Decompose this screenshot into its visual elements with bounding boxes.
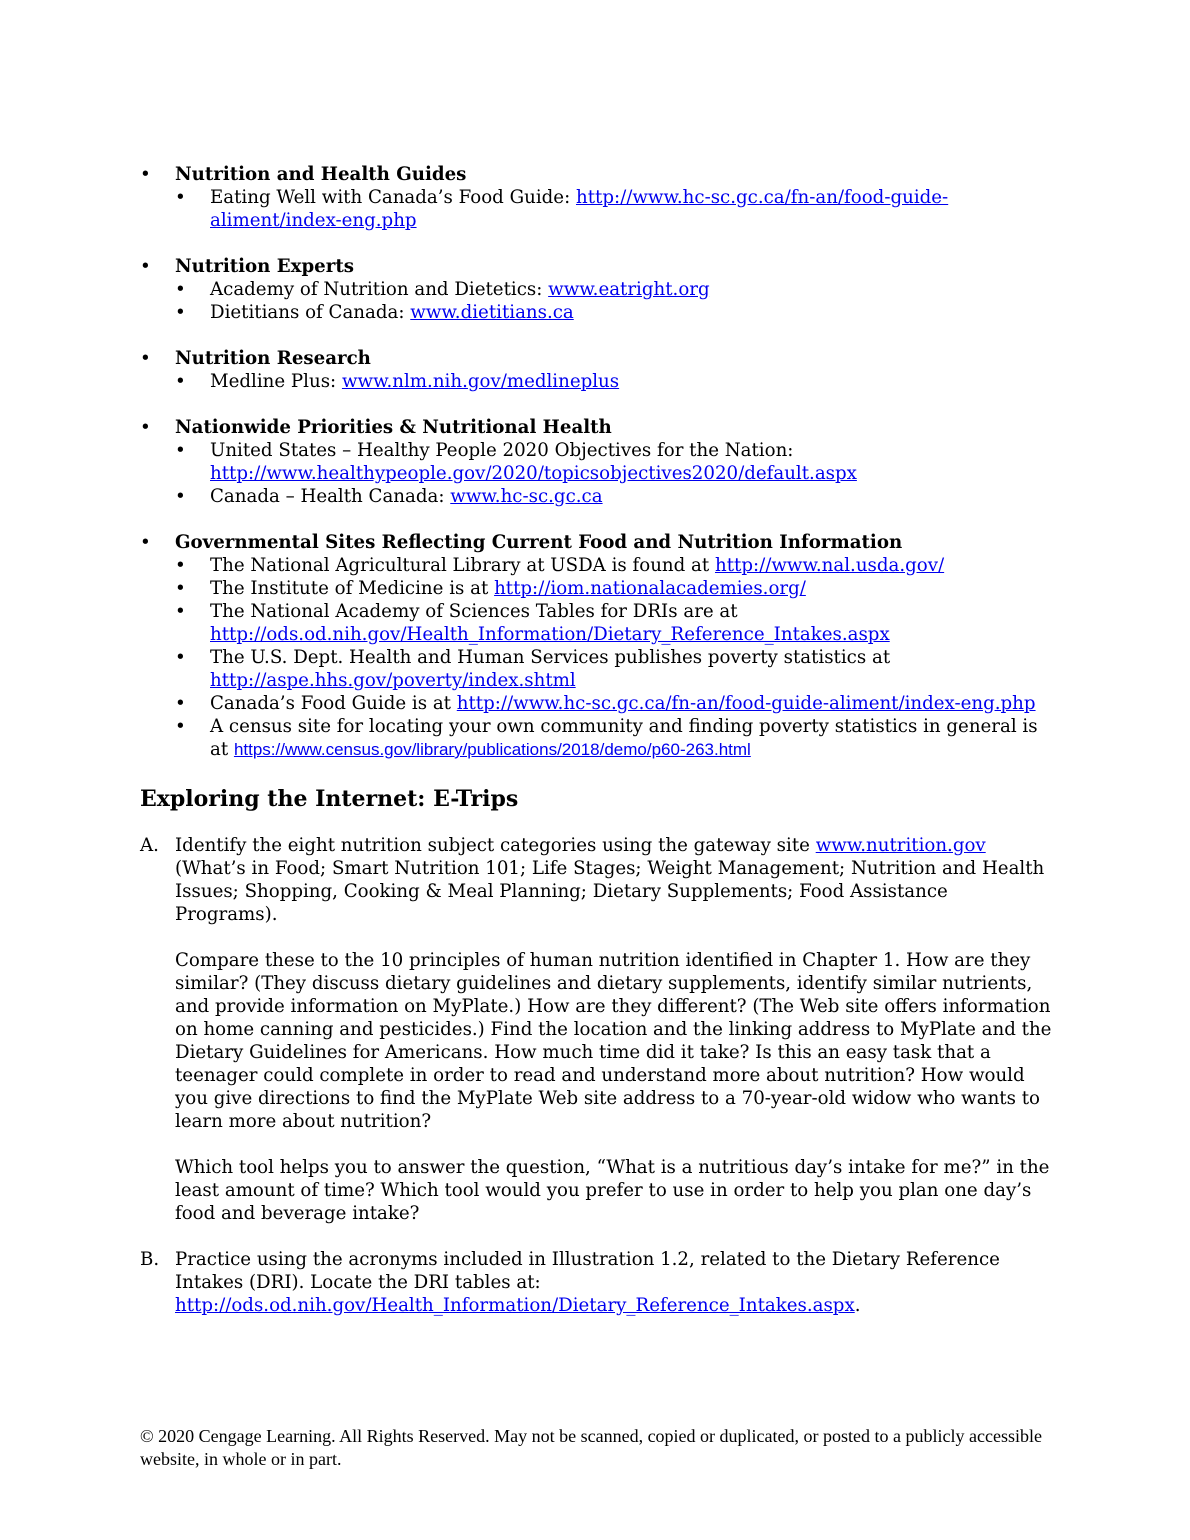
link[interactable]: http://aspe.hhs.gov/poverty/index.shtml: [210, 670, 576, 691]
link[interactable]: http://iom.nationalacademies.org/: [494, 578, 806, 599]
list-item: • The National Agricultural Library at USDA is found at http://www.nal.usda.gov/: [175, 555, 945, 576]
section-title: Nutrition and Health Guides: [175, 164, 467, 185]
bullet-icon: •: [175, 302, 186, 323]
list-item: • Canada’s Food Guide is at http://www.hc-sc.gc.ca/fn-an/food-guide-aliment/index-eng.php: [175, 693, 1036, 714]
link[interactable]: http://www.hc-sc.gc.ca/fn-an/food-guide-aliment/index-eng.php: [456, 693, 1036, 714]
bullet-icon: •: [140, 532, 151, 553]
section-nationwide-priorities: [140, 416, 1055, 508]
copyright-footer: © 2020 Cengage Learning. All Rights Reserved. May not be scanned, copied or duplicated, or posted to a publicly accessible website, in whole or in part.: [140, 1426, 1042, 1469]
bullet-icon: •: [175, 647, 186, 668]
section-title: Nutrition Research: [175, 348, 371, 369]
paragraph: Compare these to the 10 principles of human nutrition identified in Chapter 1. How are they similar? (They discuss dietary guidelines and dietary supplements, identify similar nutrients, and provide information on MyPlate.) How are they different? (The Web site offers information on home canning and pesticides.) Find the location and the linking address to MyPlate and the Dietary Guidelines for Americans. How much time did it take? Is this an easy task that a teenager could complete in order to read and understand more about nutrition? How would you give directions to find the MyPlate Web site address to a 70-year-old widow who wants to learn more about nutrition?: [175, 950, 1052, 1132]
list-item: • United States – Healthy People 2020 Objectives for the Nation: http://www.healthypeople.gov/2020/topicsobjectives2020/default.aspx: [175, 440, 857, 484]
bullet-icon: •: [140, 348, 151, 369]
link[interactable]: www.eatright.org: [548, 279, 710, 300]
list-item: • Academy of Nutrition and Dietetics: www.eatright.org: [175, 279, 710, 300]
list-item: • A census site for locating your own community and finding poverty statistics in general is at https://www.census.gov/library/publications/2018/demo/p60-263.html: [175, 716, 1038, 760]
paragraph: Practice using the acronyms included in Illustration 1.2, related to the Dietary Reference Intakes (DRI). Locate the DRI tables at: http://ods.od.nih.gov/Health_Information/Dietary_Reference_Intakes.aspx.: [175, 1249, 1000, 1316]
question-b: [140, 1248, 1055, 1317]
bullet-icon: •: [175, 371, 186, 392]
question-letter: A.: [140, 835, 159, 856]
link[interactable]: www.nlm.nih.gov/medlineplus: [341, 371, 620, 392]
section-title: Nationwide Priorities & Nutritional Health: [175, 417, 612, 438]
bullet-icon: •: [140, 164, 151, 185]
bullet-icon: •: [175, 486, 186, 507]
question-a: [140, 834, 1055, 1225]
list-item: • The Institute of Medicine is at http://iom.nationalacademies.org/: [175, 578, 806, 599]
section-nutrition-health-guides: [140, 163, 1055, 232]
list-item: • Eating Well with Canada’s Food Guide: http://www.hc-sc.gc.ca/fn-an/food-guide-aliment/index-eng.php: [175, 187, 949, 231]
bullet-icon: •: [175, 187, 186, 208]
section-nutrition-experts: [140, 255, 1055, 324]
bullet-icon: •: [175, 693, 186, 714]
section-governmental-sites: [140, 531, 1055, 761]
bullet-icon: •: [175, 440, 186, 461]
link[interactable]: www.dietitians.ca: [410, 302, 574, 323]
link[interactable]: http://www.hc-sc.gc.ca/fn-an/food-guide-aliment/index-eng.php: [210, 187, 949, 231]
paragraph: Which tool helps you to answer the question, “What is a nutritious day’s intake for me?” in the least amount of time? Which tool would you prefer to use in order to help you plan one day’s food and beverage intake?: [175, 1157, 1050, 1224]
link[interactable]: http://ods.od.nih.gov/Health_Information/Dietary_Reference_Intakes.aspx: [210, 624, 890, 645]
bullet-icon: •: [175, 601, 186, 622]
section-nutrition-research: [140, 347, 1055, 393]
link[interactable]: www.hc-sc.gc.ca: [450, 486, 603, 507]
list-item: • The U.S. Dept. Health and Human Services publishes poverty statistics at http://aspe.hhs.gov/poverty/index.shtml: [175, 647, 891, 691]
bullet-icon: •: [140, 417, 151, 438]
list-item: • Medline Plus: www.nlm.nih.gov/medlineplus: [175, 371, 620, 392]
list-item: • Canada – Health Canada: www.hc-sc.gc.ca: [175, 486, 603, 507]
bullet-icon: •: [175, 716, 186, 737]
link[interactable]: http://www.healthypeople.gov/2020/topicsobjectives2020/default.aspx: [210, 463, 857, 484]
link[interactable]: https://www.census.gov/library/publications/2018/demo/p60-263.html: [233, 740, 751, 759]
bullet-icon: •: [140, 256, 151, 277]
section-title: Governmental Sites Reflecting Current Food and Nutrition Information: [175, 532, 903, 553]
list-item: • The National Academy of Sciences Tables for DRIs are at http://ods.od.nih.gov/Health_Information/Dietary_Reference_Intakes.aspx: [175, 601, 890, 645]
section-heading: Exploring the Internet: E-Trips: [140, 786, 519, 812]
paragraph: Identify the eight nutrition subject categories using the gateway site www.nutrition.gov (What’s in Food; Smart Nutrition 101; Life Stages; Weight Management; Nutrition and Health Issues; Shopping, Cooking & Meal Planning; Dietary Supplements; Food Assistance Programs).: [175, 835, 1045, 925]
bullet-icon: •: [175, 555, 186, 576]
link[interactable]: http://www.nal.usda.gov/: [714, 555, 945, 576]
bullet-icon: •: [175, 279, 186, 300]
bullet-icon: •: [175, 578, 186, 599]
section-title: Nutrition Experts: [175, 256, 354, 277]
list-item: • Dietitians of Canada: www.dietitians.ca: [175, 302, 574, 323]
document-body: [140, 163, 1055, 1340]
link[interactable]: http://ods.od.nih.gov/Health_Information/Dietary_Reference_Intakes.aspx: [175, 1295, 855, 1316]
link[interactable]: www.nutrition.gov: [815, 835, 986, 856]
question-letter: B.: [140, 1249, 160, 1270]
